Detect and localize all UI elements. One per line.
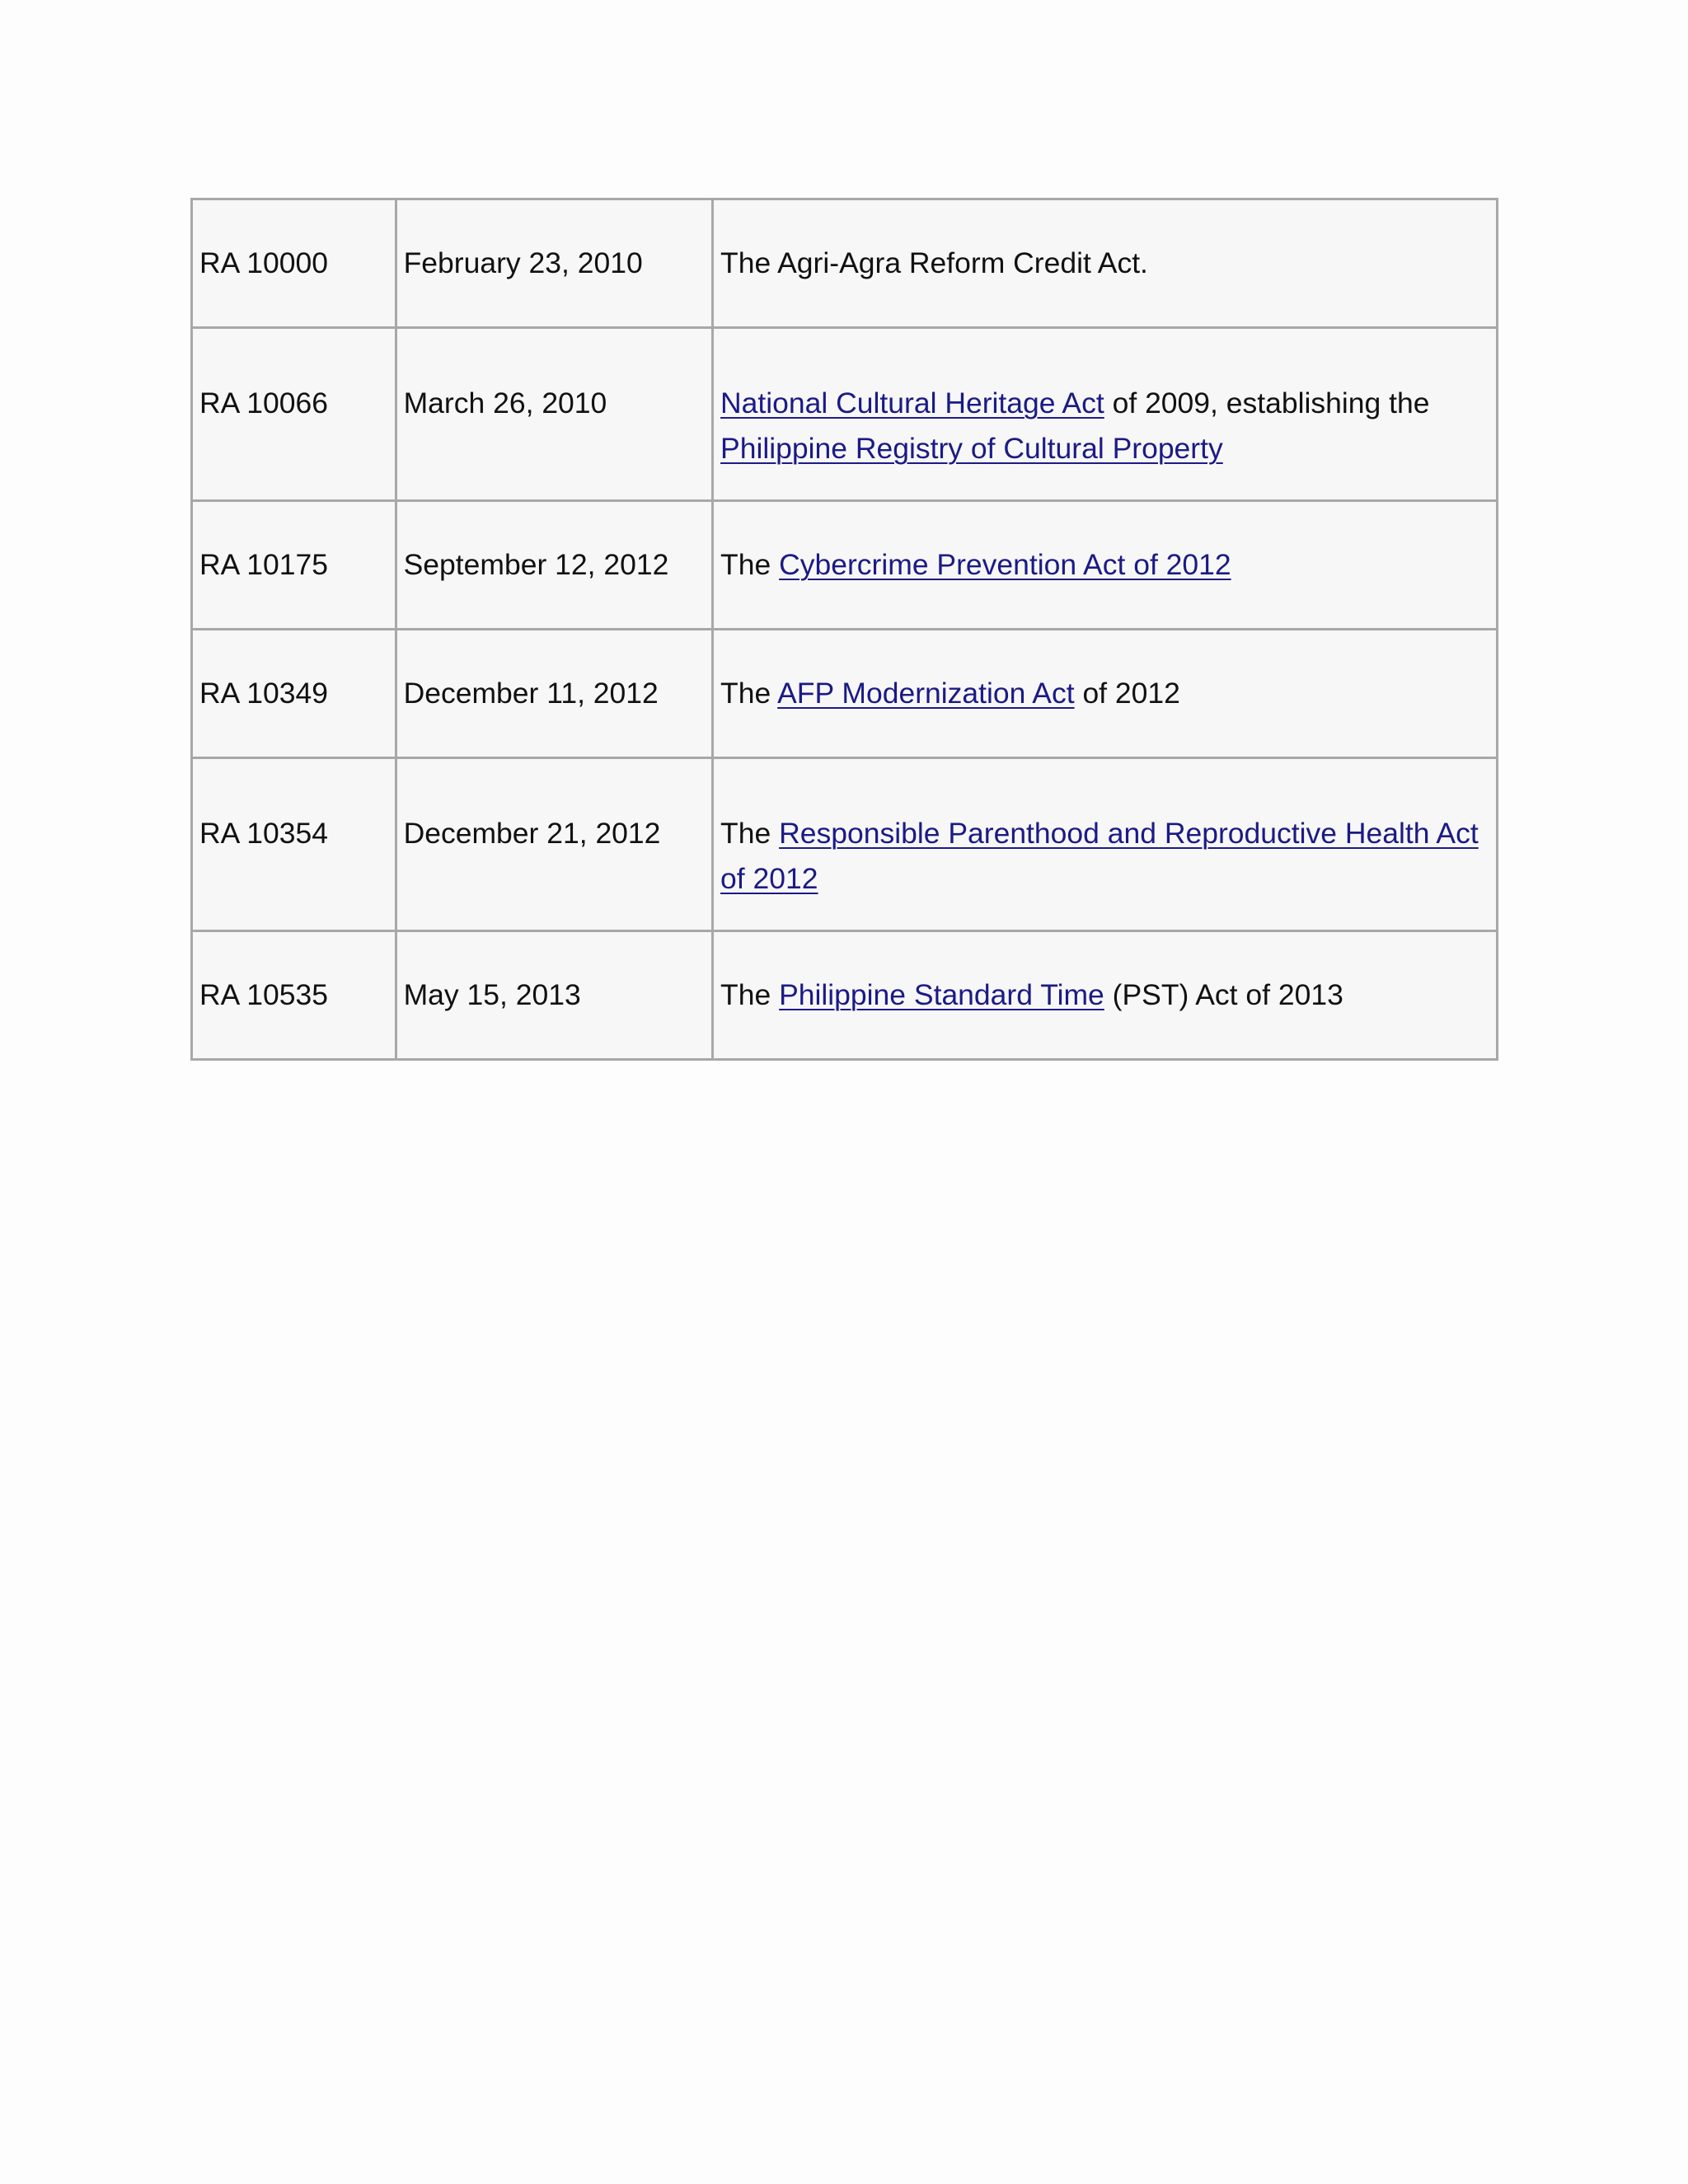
title-text: The [720, 817, 780, 850]
ra-number-cell: RA 10349 [192, 630, 396, 758]
philippine-registry-of-cultural-property-link[interactable]: Philippine Registry of Cultural Property [720, 432, 1223, 465]
ra-number-cell: RA 10354 [192, 758, 396, 931]
philippine-standard-time-link[interactable]: Philippine Standard Time [779, 978, 1104, 1011]
title-text: of 2012 [1074, 677, 1180, 710]
republic-acts-table [190, 198, 1498, 1061]
title-cell [713, 328, 1498, 501]
ra-number-cell: RA 10535 [192, 931, 396, 1060]
date-cell: December 11, 2012 [396, 630, 712, 758]
ra-number-cell: RA 10000 [192, 199, 396, 328]
afp-modernization-act-link[interactable]: AFP Modernization Act [777, 677, 1075, 710]
date-cell: September 12, 2012 [396, 501, 712, 630]
title-cell: The Agri-Agra Reform Credit Act. [713, 199, 1498, 328]
national-cultural-heritage-act-link[interactable]: National Cultural Heritage Act [720, 387, 1104, 419]
title-text: The [720, 548, 780, 581]
title-text: (PST) Act of 2013 [1104, 978, 1343, 1011]
table-row [192, 199, 1498, 328]
table-row [192, 630, 1498, 758]
date-cell: March 26, 2010 [396, 328, 712, 501]
title-text: The [720, 978, 780, 1011]
title-text: of 2009, establishing the [1104, 387, 1430, 419]
table-row [192, 501, 1498, 630]
cybercrime-prevention-act-link[interactable]: Cybercrime Prevention Act of 2012 [779, 548, 1231, 581]
table-row [192, 328, 1498, 501]
title-cell [713, 931, 1498, 1060]
table-row [192, 931, 1498, 1060]
title-cell [713, 630, 1498, 758]
date-cell: December 21, 2012 [396, 758, 712, 931]
title-cell [713, 501, 1498, 630]
reproductive-health-act-link[interactable]: Responsible Parenthood and Reproductive Health Act of 2012 [720, 817, 1479, 895]
title-cell [713, 758, 1498, 931]
ra-number-cell: RA 10066 [192, 328, 396, 501]
ra-number-cell: RA 10175 [192, 501, 396, 630]
date-cell: February 23, 2010 [396, 199, 712, 328]
date-cell: May 15, 2013 [396, 931, 712, 1060]
table-row [192, 758, 1498, 931]
title-text: The [720, 677, 778, 710]
